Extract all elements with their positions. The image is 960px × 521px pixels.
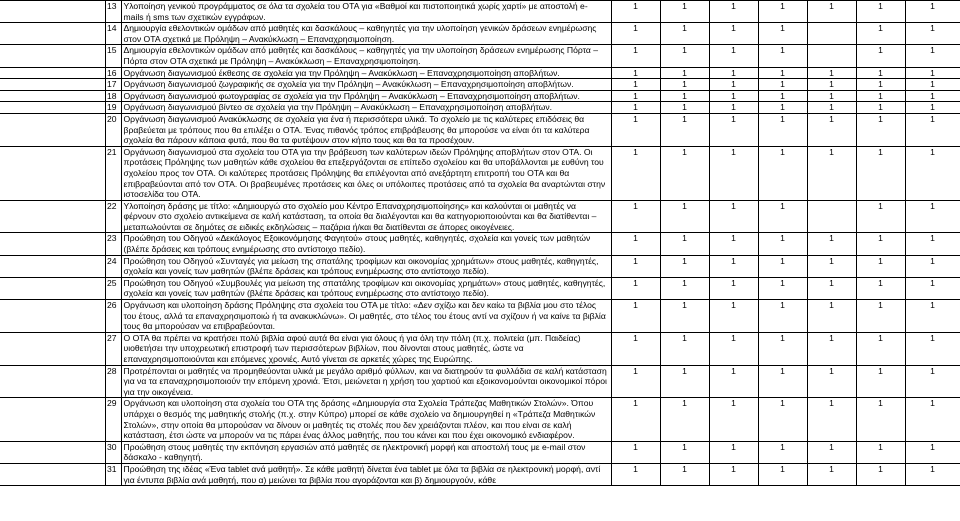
blank-cell xyxy=(0,365,105,398)
value-cell: 1 xyxy=(660,23,709,45)
value-cell: 1 xyxy=(758,90,807,102)
value-cell: 1 xyxy=(905,441,960,463)
row-number: 18 xyxy=(105,90,121,102)
value-cell: 1 xyxy=(758,277,807,299)
blank-cell xyxy=(0,102,105,114)
value-cell: 1 xyxy=(856,45,905,67)
value-cell: 1 xyxy=(660,90,709,102)
value-cell: 1 xyxy=(611,200,660,233)
value-cell xyxy=(807,45,856,67)
value-cell: 1 xyxy=(905,45,960,67)
value-cell: 1 xyxy=(856,146,905,200)
value-cell: 1 xyxy=(709,23,758,45)
blank-cell xyxy=(0,200,105,233)
value-cell: 1 xyxy=(611,300,660,333)
value-cell: 1 xyxy=(660,113,709,146)
measure-description: Οργάνωση διαγωνισμού έκθεσης σε σχολεία για την Πρόληψη – Ανακύκλωση – Επαναχρησιμοποίηση αποβλήτων. xyxy=(121,67,611,79)
value-cell: 1 xyxy=(709,102,758,114)
value-cell: 1 xyxy=(758,45,807,67)
value-cell: 1 xyxy=(660,233,709,255)
value-cell: 1 xyxy=(611,79,660,91)
value-cell: 1 xyxy=(660,67,709,79)
measure-description: Δημιουργία εθελοντικών ομάδων από μαθητές και δασκάλους – καθηγητές για την υλοποίηση γενικών δράσεων ενημέρωσης στον ΟΤΑ σχετικά με Πρόληψη – Ανακύκλωση – Επαναχρησιμοποίηση. xyxy=(121,23,611,45)
table-row xyxy=(0,102,960,114)
row-number: 21 xyxy=(105,146,121,200)
table-row xyxy=(0,463,960,485)
row-number: 16 xyxy=(105,67,121,79)
blank-cell xyxy=(0,332,105,365)
value-cell: 1 xyxy=(709,146,758,200)
value-cell: 1 xyxy=(807,113,856,146)
value-cell: 1 xyxy=(660,300,709,333)
table-row xyxy=(0,79,960,91)
value-cell: 1 xyxy=(709,398,758,441)
value-cell: 1 xyxy=(905,200,960,233)
value-cell: 1 xyxy=(905,113,960,146)
value-cell: 1 xyxy=(758,67,807,79)
measure-description: Οργάνωση και υλοποίηση δράσης Πρόληψης στα σχολεία του ΟΤΑ με τίτλο: «Δεν σχίζω και δεν καίω τα βιβλία μου στο τέλος του έτους, αλλά τα επαναχρησιμοποιώ ή τα ανακυκλώνω». Οι μαθητές, στο τέλος του έτους αντί να σχίζουν ή να καίνε τα βιβλία τους θα μπορούσαν να επιβραβεύονται. xyxy=(121,300,611,333)
value-cell: 1 xyxy=(758,365,807,398)
blank-cell xyxy=(0,45,105,67)
value-cell: 1 xyxy=(709,441,758,463)
value-cell: 1 xyxy=(611,45,660,67)
value-cell: 1 xyxy=(807,255,856,277)
row-number: 29 xyxy=(105,398,121,441)
value-cell: 1 xyxy=(807,441,856,463)
measure-description: Οργάνωση και υλοποίηση στα σχολεία του ΟΤΑ της δράσης «Δημιουργία στα Σχολεία Τράπεζας Μαθητικών Στολών». Όπου υπάρχει ο θεσμός της μαθητικής στολής (π.χ. στην Κύπρο) μπορεί σε κάθε σχολείο να δημιουργηθεί η «Τράπεζα Μαθητικών Στολών», στην οποία θα μπορούσαν να δίνουν οι μαθητές τις στολές που δεν χρειάζονται πλέον, και που είναι σε καλή κατάσταση, έτσι ώστε να μπορούν να τις πάρει ένας άλλος μαθητής, που του κάνει και που έχει οικονομικό ενδιαφέρον. xyxy=(121,398,611,441)
value-cell: 1 xyxy=(807,300,856,333)
table-row xyxy=(0,23,960,45)
value-cell: 1 xyxy=(856,300,905,333)
value-cell: 1 xyxy=(758,300,807,333)
value-cell: 1 xyxy=(758,398,807,441)
value-cell: 1 xyxy=(611,463,660,485)
blank-cell xyxy=(0,146,105,200)
blank-cell xyxy=(0,90,105,102)
blank-cell xyxy=(0,23,105,45)
measure-description: Υλοποίηση γενικού προγράμματος σε όλα τα σχολεία του ΟΤΑ για «Βαθμοί και πιστοποιητικά χωρίς χαρτί» με αποστολή e-mails ή sms των σχετικών εγγράφων. xyxy=(121,1,611,23)
value-cell: 1 xyxy=(611,441,660,463)
measure-description: Ο ΟΤΑ θα πρέπει να κρατήσει πολύ βιβλία αφού αυτά θα είναι για όλους ή για όλη την πόλη (π.χ. πολιτεία (μπ. Παιδείας) υιοθετήσει την υποχρεωτική επιστροφή των περισσότερων βιβλίων, που δίνονται στους μαθητές, ώστε να επαναχρησιμοποιούνται και επόμενες χρονιές. Αυτό γίνεται σε αρκετές χώρες της Ευρώπης. xyxy=(121,332,611,365)
value-cell xyxy=(807,200,856,233)
measure-description: Οργάνωση διαγωνισμού βίντεο σε σχολεία για την Πρόληψη – Ανακύκλωση – Επαναχρησιμοποίηση αποβλήτων. xyxy=(121,102,611,114)
blank-cell xyxy=(0,67,105,79)
value-cell: 1 xyxy=(611,398,660,441)
blank-cell xyxy=(0,463,105,485)
value-cell: 1 xyxy=(709,300,758,333)
value-cell: 1 xyxy=(758,463,807,485)
value-cell: 1 xyxy=(856,200,905,233)
table-body xyxy=(0,1,960,486)
row-number: 13 xyxy=(105,1,121,23)
blank-cell xyxy=(0,300,105,333)
value-cell: 1 xyxy=(905,102,960,114)
table-row xyxy=(0,1,960,23)
value-cell: 1 xyxy=(709,332,758,365)
value-cell: 1 xyxy=(856,23,905,45)
value-cell: 1 xyxy=(807,67,856,79)
value-cell: 1 xyxy=(660,463,709,485)
measure-description: Οργάνωση διαγωνισμού ζωγραφικής σε σχολεία για την Πρόληψη – Ανακύκλωση – Επαναχρησιμοποίηση αποβλήτων. xyxy=(121,79,611,91)
value-cell: 1 xyxy=(807,79,856,91)
value-cell: 1 xyxy=(856,79,905,91)
value-cell: 1 xyxy=(611,332,660,365)
value-cell: 1 xyxy=(660,1,709,23)
value-cell: 1 xyxy=(807,1,856,23)
value-cell: 1 xyxy=(660,398,709,441)
row-number: 27 xyxy=(105,332,121,365)
table-row xyxy=(0,200,960,233)
value-cell: 1 xyxy=(709,277,758,299)
value-cell: 1 xyxy=(611,146,660,200)
value-cell: 1 xyxy=(807,277,856,299)
value-cell: 1 xyxy=(905,332,960,365)
value-cell: 1 xyxy=(856,233,905,255)
value-cell: 1 xyxy=(660,365,709,398)
value-cell xyxy=(807,23,856,45)
blank-cell xyxy=(0,233,105,255)
value-cell: 1 xyxy=(709,233,758,255)
value-cell: 1 xyxy=(660,45,709,67)
value-cell: 1 xyxy=(856,255,905,277)
measure-description: Προώθηση του Οδηγού «Συνταγές για μείωση της σπατάλης τροφίμων και οικονομίας χρημάτων» στους μαθητές, καθηγητές, σχολεία και γονείς των μαθητών (βλέπε δράσεις και τρόπους ενημέρωσης στο αντίστοιχο πεδίο). xyxy=(121,255,611,277)
table-row xyxy=(0,45,960,67)
value-cell: 1 xyxy=(611,255,660,277)
measure-description: Προώθηση του Οδηγού «Δεκάλογος Εξοικονόμησης Φαγητού» στους μαθητές, καθηγητές, σχολεία και γονείς των μαθητών (βλέπε δράσεις και τρόπους ενημέρωσης στο αντίστοιχο πεδίο). xyxy=(121,233,611,255)
table-row xyxy=(0,146,960,200)
blank-cell xyxy=(0,113,105,146)
value-cell: 1 xyxy=(856,113,905,146)
value-cell: 1 xyxy=(660,79,709,91)
value-cell: 1 xyxy=(856,365,905,398)
value-cell: 1 xyxy=(660,146,709,200)
value-cell: 1 xyxy=(758,332,807,365)
value-cell: 1 xyxy=(856,277,905,299)
value-cell: 1 xyxy=(660,200,709,233)
value-cell: 1 xyxy=(905,398,960,441)
value-cell: 1 xyxy=(905,365,960,398)
value-cell: 1 xyxy=(709,45,758,67)
value-cell: 1 xyxy=(611,23,660,45)
value-cell: 1 xyxy=(758,23,807,45)
value-cell: 1 xyxy=(611,277,660,299)
value-cell: 1 xyxy=(905,277,960,299)
measure-description: Προώθηση της ιδέας «Ένα tablet ανά μαθητή». Σε κάθε μαθητή δίνεται ένα tablet με όλα τα βιβλία σε ηλεκτρονική μορφή, αντί για έντυπα βιβλία ανά μαθητή, που α) μειώνει τα βιβλία που αγοράζονται και β) δημιουργούν, κάθε xyxy=(121,463,611,485)
blank-cell xyxy=(0,255,105,277)
measure-description: Οργάνωση διαγωνισμού φωτογραφίας σε σχολεία για την Πρόληψη – Ανακύκλωση – Επαναχρησιμοποίηση αποβλήτων. xyxy=(121,90,611,102)
table-row xyxy=(0,277,960,299)
value-cell: 1 xyxy=(758,102,807,114)
value-cell: 1 xyxy=(611,67,660,79)
row-number: 25 xyxy=(105,277,121,299)
value-cell: 1 xyxy=(905,300,960,333)
value-cell: 1 xyxy=(660,277,709,299)
blank-cell xyxy=(0,79,105,91)
value-cell: 1 xyxy=(905,146,960,200)
row-number: 23 xyxy=(105,233,121,255)
table-row xyxy=(0,300,960,333)
value-cell: 1 xyxy=(709,1,758,23)
value-cell: 1 xyxy=(709,463,758,485)
value-cell: 1 xyxy=(709,67,758,79)
measure-description: Προώθηση στους μαθητές την εκπόνηση εργασιών από μαθητές σε ηλεκτρονική μορφή και αποστολή τους με e-mail στον δάσκαλο - καθηγητή. xyxy=(121,441,611,463)
row-number: 17 xyxy=(105,79,121,91)
table-row xyxy=(0,398,960,441)
value-cell: 1 xyxy=(758,441,807,463)
value-cell: 1 xyxy=(709,365,758,398)
value-cell: 1 xyxy=(758,200,807,233)
row-number: 14 xyxy=(105,23,121,45)
value-cell: 1 xyxy=(905,255,960,277)
row-number: 15 xyxy=(105,45,121,67)
row-number: 22 xyxy=(105,200,121,233)
value-cell: 1 xyxy=(758,113,807,146)
value-cell: 1 xyxy=(807,90,856,102)
table-row xyxy=(0,255,960,277)
row-number: 30 xyxy=(105,441,121,463)
value-cell: 1 xyxy=(905,79,960,91)
value-cell: 1 xyxy=(758,233,807,255)
value-cell: 1 xyxy=(807,365,856,398)
value-cell: 1 xyxy=(905,67,960,79)
table-row xyxy=(0,365,960,398)
value-cell: 1 xyxy=(611,365,660,398)
value-cell: 1 xyxy=(807,398,856,441)
value-cell: 1 xyxy=(856,90,905,102)
value-cell: 1 xyxy=(709,90,758,102)
blank-cell xyxy=(0,398,105,441)
value-cell: 1 xyxy=(660,332,709,365)
measure-description: Προώθηση του Οδηγού «Συμβουλές για μείωση της σπατάλης τροφίμων και οικονομίας χρημάτων» στους μαθητές, καθηγητές, σχολεία και γονείς των μαθητών (βλέπε δράσεις και τρόπους ενημέρωσης στο αντίστοιχο πεδίο). xyxy=(121,277,611,299)
table-row xyxy=(0,332,960,365)
value-cell: 1 xyxy=(611,113,660,146)
value-cell: 1 xyxy=(807,233,856,255)
blank-cell xyxy=(0,1,105,23)
value-cell: 1 xyxy=(856,332,905,365)
table-row xyxy=(0,441,960,463)
value-cell: 1 xyxy=(905,1,960,23)
table-row xyxy=(0,233,960,255)
value-cell: 1 xyxy=(611,1,660,23)
value-cell: 1 xyxy=(856,398,905,441)
table-row xyxy=(0,67,960,79)
value-cell: 1 xyxy=(758,255,807,277)
value-cell: 1 xyxy=(660,102,709,114)
value-cell: 1 xyxy=(856,463,905,485)
value-cell: 1 xyxy=(660,255,709,277)
value-cell: 1 xyxy=(660,441,709,463)
row-number: 19 xyxy=(105,102,121,114)
row-number: 24 xyxy=(105,255,121,277)
value-cell: 1 xyxy=(807,146,856,200)
value-cell: 1 xyxy=(611,233,660,255)
value-cell: 1 xyxy=(807,332,856,365)
table-row xyxy=(0,90,960,102)
row-number: 20 xyxy=(105,113,121,146)
measure-description: Υλοποίηση δράσης με τίτλο: «Δημιουργώ στο σχολείο μου Κέντρο Επαναχρησιμοποίησης» και καλούνται οι μαθητές να φέρνουν στο σχολείο αντικείμενα σε καλή κατάσταση, τα οποία θα διαλέγονται και θα κατηγοριοποιούνται και θα διατίθενται – μεταπωλούνται σε δημότες σε ειδικές εκδηλώσεις – παζάρια ή/και θα διατίθενται σε άπορες οικογένειες. xyxy=(121,200,611,233)
value-cell: 1 xyxy=(758,79,807,91)
row-number: 28 xyxy=(105,365,121,398)
value-cell: 1 xyxy=(758,1,807,23)
value-cell: 1 xyxy=(905,463,960,485)
measure-description: Οργάνωση διαγωνισμού στα σχολεία του ΟΤΑ για την βράβευση των καλύτερων ιδεών Πρόληψης αποβλήτων στον ΟΤΑ. Οι προτάσεις Πρόληψης των μαθητών κάθε σχολείου θα επεξεργάζονται σε επίπεδο σχολείου και θα υποβάλλονται με ευθύνη του σχολείου προς τον ΟΤΑ. Οι καλύτερες προτάσεις Πρόληψης θα επιλέγονται από ανεξάρτητη επιτροπή του ΟΤΑ και θα επιβραβεύονται από τον ΟΤΑ. Οι βραβευμένες προτάσεις και όλες οι υπόλοιπες προτάσεις από τα σχολεία θα αναρτώνται στην ιστοσελίδα του ΟΤΑ. xyxy=(121,146,611,200)
value-cell: 1 xyxy=(905,233,960,255)
value-cell: 1 xyxy=(807,102,856,114)
value-cell: 1 xyxy=(905,90,960,102)
value-cell: 1 xyxy=(709,255,758,277)
value-cell: 1 xyxy=(709,200,758,233)
value-cell: 1 xyxy=(611,90,660,102)
value-cell: 1 xyxy=(709,113,758,146)
blank-cell xyxy=(0,441,105,463)
row-number: 31 xyxy=(105,463,121,485)
value-cell: 1 xyxy=(611,102,660,114)
value-cell: 1 xyxy=(807,463,856,485)
measure-description: Δημιουργία εθελοντικών ομάδων από μαθητές και δασκάλους – καθηγητές για την υλοποίηση δράσεων ενημέρωσης Πόρτα – Πόρτα στον ΟΤΑ σχετικά με Πρόληψη – Ανακύκλωση – Επαναχρησιμοποίηση. xyxy=(121,45,611,67)
table-row xyxy=(0,113,960,146)
value-cell: 1 xyxy=(856,441,905,463)
row-number: 26 xyxy=(105,300,121,333)
value-cell: 1 xyxy=(856,102,905,114)
value-cell: 1 xyxy=(758,146,807,200)
value-cell: 1 xyxy=(709,79,758,91)
blank-cell xyxy=(0,277,105,299)
measure-description: Οργάνωση διαγωνισμού Ανακύκλωσης σε σχολεία για ένα ή περισσότερα υλικά. Το σχολείο με τις καλύτερες επιδόσεις θα βραβεύεται με τρόπους που θα επιλέξει ο ΟΤΑ. Ένας πιθανός τρόπος επιβράβευσης θα μπορούσε να είναι ότι τα καλύτερα σχολεία θα πάρουν κάποια φυτά, που θα τα φυτέψουν στον κήπο τους και θα τα προσέχουν. xyxy=(121,113,611,146)
value-cell: 1 xyxy=(856,67,905,79)
measure-description: Προτρέπονται οι μαθητές να προμηθεύονται υλικά με μεγάλο αριθμό φύλλων, και να διατηρούν τα φυλλάδια σε καλή κατάσταση για να τα επαναχρησιμοποιούν την επόμενη χρονιά. Έτσι, μειώνεται η χρήση του χαρτιού και εξοικονομούνται οικονομικοί πόροι για την οικογένεια. xyxy=(121,365,611,398)
value-cell: 1 xyxy=(856,1,905,23)
value-cell: 1 xyxy=(905,23,960,45)
